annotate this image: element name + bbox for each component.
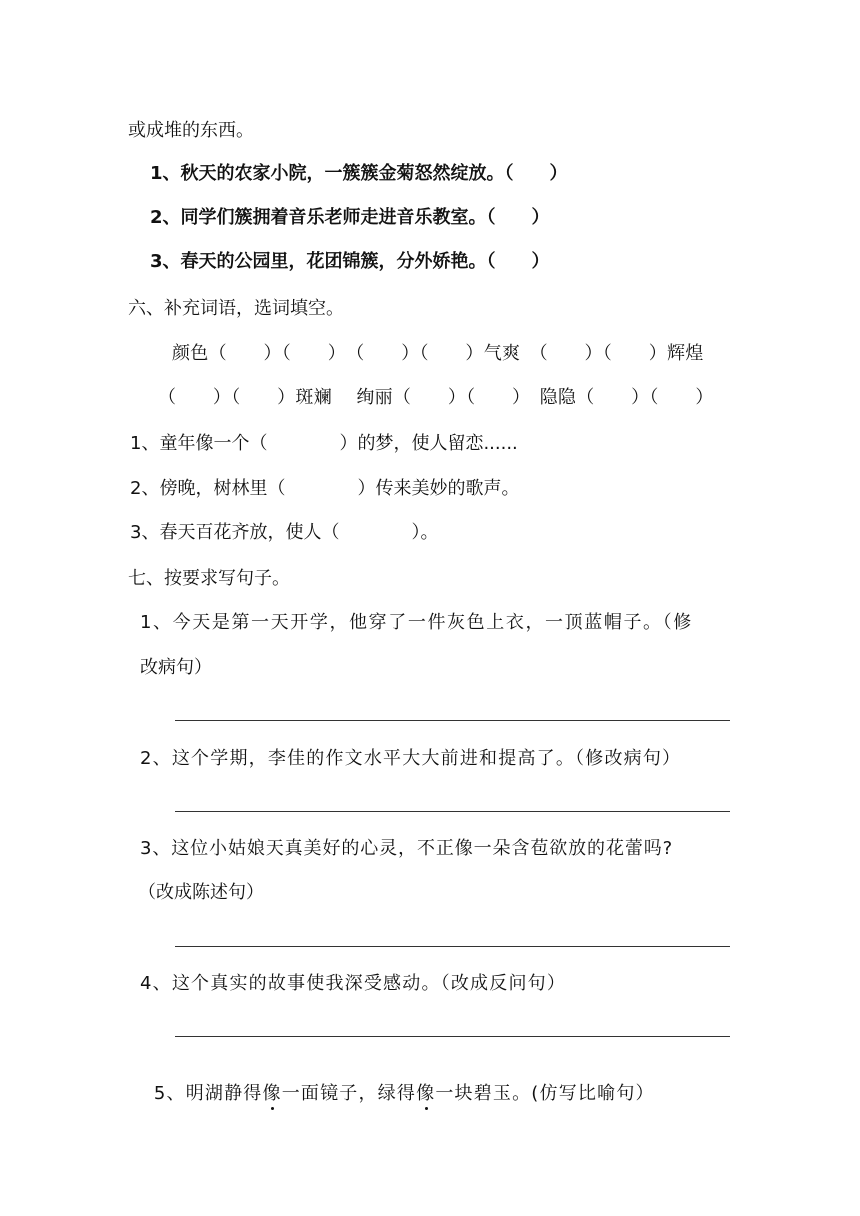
- emphasized-word-xiang-1: 像: [262, 1083, 282, 1104]
- answer-line-4[interactable]: [175, 1036, 730, 1037]
- rewrite-sentence-1-cont: 改病句）: [140, 657, 212, 678]
- rewrite-sentence-3: 3、这位小姑娘天真美好的心灵，不正像一朵含苞欲放的花蕾吗?: [140, 838, 674, 859]
- answer-line-3[interactable]: [175, 946, 730, 947]
- question-item-1: 1、秋天的农家小院，一簇簇金菊怒然绽放。（ ）: [150, 163, 568, 184]
- rewrite-sentence-1: 1、今天是第一天开学，他穿了一件灰色上衣，一顶蓝帽子。（修: [140, 612, 693, 633]
- rewrite-sentence-5: [140, 1058, 655, 1106]
- section-six-heading: 六、补充词语，选词填空。: [128, 298, 344, 319]
- answer-line-2[interactable]: [175, 811, 730, 812]
- rewrite-sentence-4: 4、这个真实的故事使我深受感动。（改成反问句）: [140, 973, 567, 994]
- sentence-5-part-e: 一块碧玉。(仿写比喻句）: [435, 1083, 655, 1104]
- word-fill-row-1: 颜色（ ）（ ） （ ）（ ）气爽 （ ）（ ）辉煌: [172, 343, 704, 364]
- sentence-5-part-c: 一面镜子，绿得: [281, 1083, 417, 1104]
- answer-line-1[interactable]: [175, 720, 730, 721]
- word-fill-row-2: （ ）（ ）斑斓 绚丽（ ）（ ） 隐隐（ ）（ ）: [158, 387, 714, 408]
- fill-sentence-2: 2、傍晚，树林里（ ）传来美妙的歌声。: [130, 478, 520, 499]
- section-seven-heading: 七、按要求写句子。: [128, 568, 290, 589]
- question-item-2: 2、同学们簇拥着音乐老师走进音乐教室。（ ）: [150, 207, 550, 228]
- rewrite-sentence-2: 2、这个学期，李佳的作文水平大大前进和提高了。（修改病句）: [140, 748, 682, 769]
- sentence-5-part-a: 5、明湖静得: [153, 1083, 263, 1104]
- fill-sentence-1: 1、童年像一个（ ）的梦，使人留恋......: [130, 433, 518, 454]
- fill-sentence-3: 3、春天百花齐放，使人（ ）。: [130, 522, 439, 543]
- rewrite-sentence-3-cont: （改成陈述句）: [138, 882, 264, 903]
- question-item-3: 3、春天的公园里，花团锦簇，分外娇艳。（ ）: [150, 251, 550, 272]
- text-line-continuation: 或成堆的东西。: [128, 120, 254, 141]
- emphasized-word-xiang-2: 像: [416, 1083, 436, 1104]
